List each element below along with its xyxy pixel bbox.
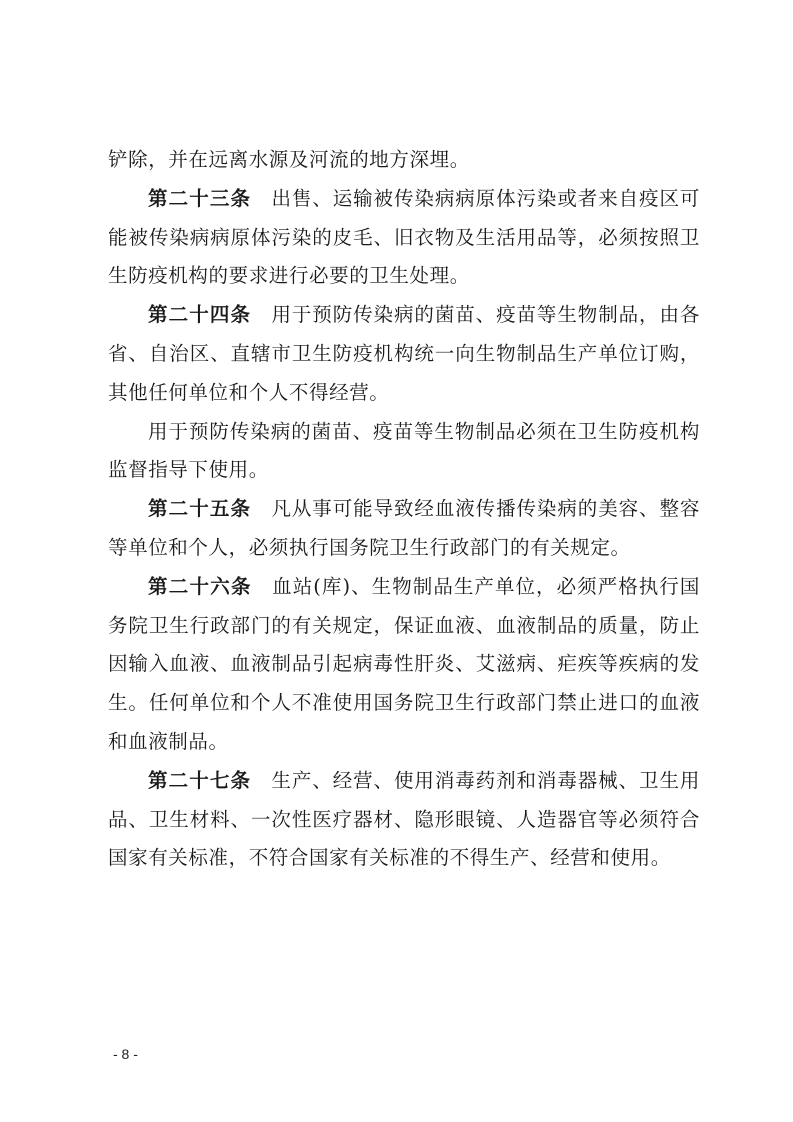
article-heading: 第二十四条 [148,303,252,327]
paragraph-text: 用于预防传染病的菌苗、疫苗等生物制品必须在卫生防疫机构监督指导下使用。 [108,419,700,482]
article-23 [108,180,700,296]
article-text: 凡从事可能导致经血液传播传染病的美容、整容等单位和个人，必须执行国务院卫生行政部门的有关规定。 [108,497,700,559]
article-24-clause-2 [108,413,700,491]
article-27 [108,762,700,878]
article-text: 血站(库)、生物制品生产单位，必须严格执行国务院卫生行政部门的有关规定，保证血液、血液制品的质量，防止因输入血液、血液制品引起病毒性肝炎、艾滋病、疟疾等疾病的发生。任何单位和个人不准使用国务院卫生行政部门禁止进口的血液和血液制品。 [108,574,700,753]
article-heading: 第二十五条 [148,497,252,521]
article-heading: 第二十六条 [148,574,252,598]
article-heading: 第二十三条 [148,186,252,210]
paragraph-text: 铲除，并在远离水源及河流的地方深埋。 [108,148,470,171]
article-25 [108,490,700,568]
article-26 [108,568,700,762]
article-text: 生产、经营、使用消毒药剂和消毒器械、卫生用品、卫生材料、一次性医疗器材、隐形眼镜、人造器官等必须符合国家有关标准，不符合国家有关标准的不得生产、经营和使用。 [108,768,700,870]
page-number: - 8 - [113,1046,138,1062]
article-text: 用于预防传染病的菌苗、疫苗等生物制品，由各省、自治区、直辖市卫生防疫机构统一向生物制品生产单位订购，其他任何单位和个人不得经营。 [108,303,700,404]
article-text: 出售、运输被传染病病原体污染或者来自疫区可能被传染病病原体污染的皮毛、旧衣物及生活用品等，必须按照卫生防疫机构的要求进行必要的卫生处理。 [108,186,700,288]
document-body [108,141,700,878]
paragraph-continuation [108,141,700,180]
article-heading: 第二十七条 [148,768,252,792]
article-24 [108,296,700,412]
